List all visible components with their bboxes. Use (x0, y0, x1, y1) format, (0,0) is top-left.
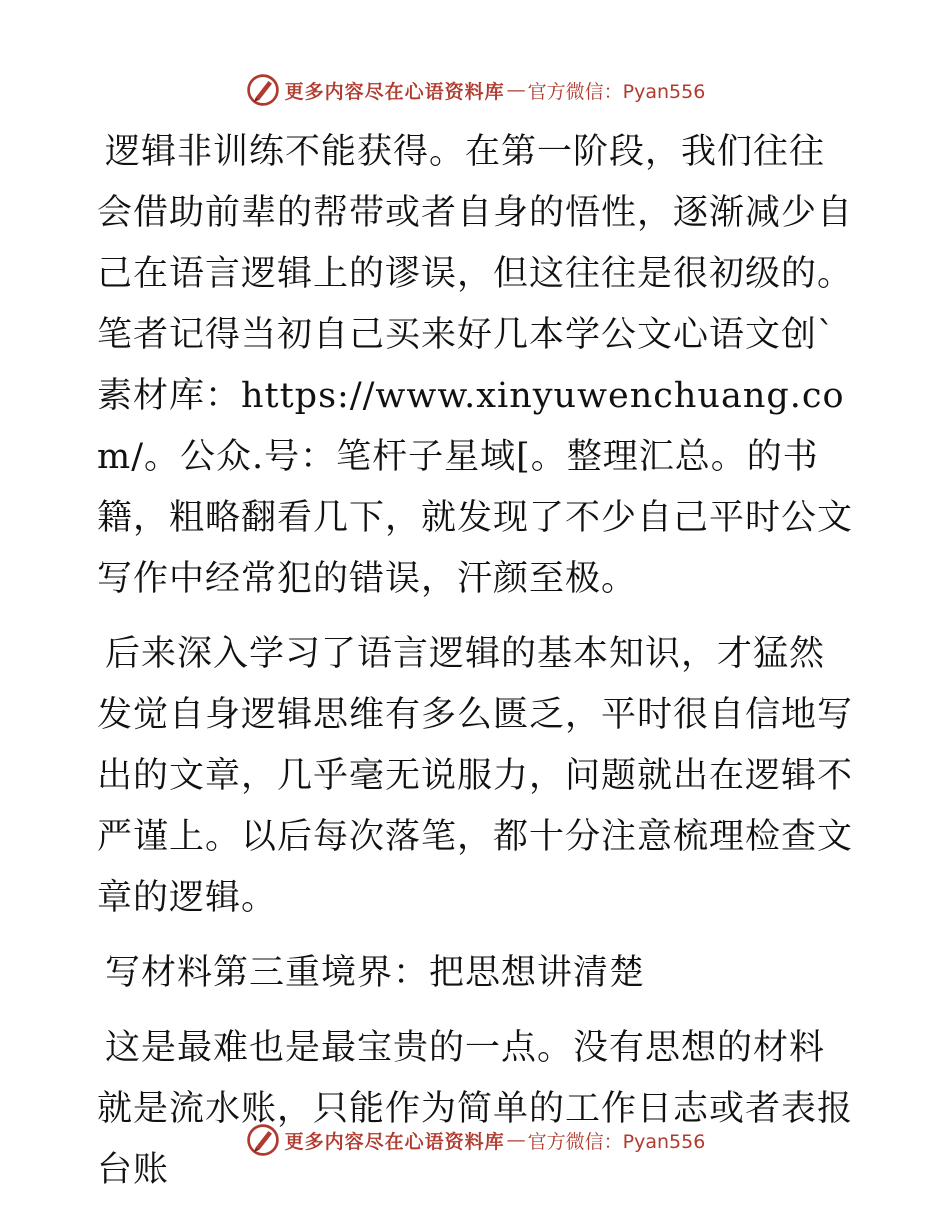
paragraph-2: 后来深入学习了语言逻辑的基本知识，才猛然发觉自身逻辑思维有多么匮乏，平时很自信地写出的文章，几乎毫无说服力，问题就出在逻辑不严谨上。以后每次落笔，都十分注意梳理检查文章的逻辑。 (97, 634, 854, 918)
paragraph-1: 逻辑非训练不能获得。在第一阶段，我们往往会借助前辈的帮带或者自身的悟性，逐渐减少自己在语言逻辑上的谬误，但这往往是很初级的。笔者记得当初自己买来好几本学公文心语文创`素材库：https://www.xinyuwenchuang.com/。公众.号：笔杆子星域[。整理汇总。的书籍，粗略翻看几下，就发现了不少自己平时公文写作中经常犯的错误，汗颜至极。 (97, 132, 854, 599)
banner-title: 更多内容尽在心语资料库 (284, 1130, 505, 1153)
banner-wechat: 官方微信：Pyan556 (527, 80, 706, 103)
paragraph-3: 这是最难也是最宝贵的一点。没有思想的材料就是流水账，只能作为简单的工作日志或者表报台账 (97, 1028, 854, 1190)
header-banner (0, 70, 950, 110)
document-body (97, 122, 857, 1215)
banner-dash: — (506, 79, 526, 101)
pen-logo-icon (245, 72, 281, 108)
pen-logo-icon (245, 1122, 281, 1158)
banner-dash: — (506, 1129, 526, 1151)
section-heading: 写材料第三重境界：把思想讲清楚 (105, 953, 646, 993)
footer-banner (0, 1120, 950, 1160)
banner-wechat: 官方微信：Pyan556 (527, 1130, 706, 1153)
banner-title: 更多内容尽在心语资料库 (284, 80, 505, 103)
